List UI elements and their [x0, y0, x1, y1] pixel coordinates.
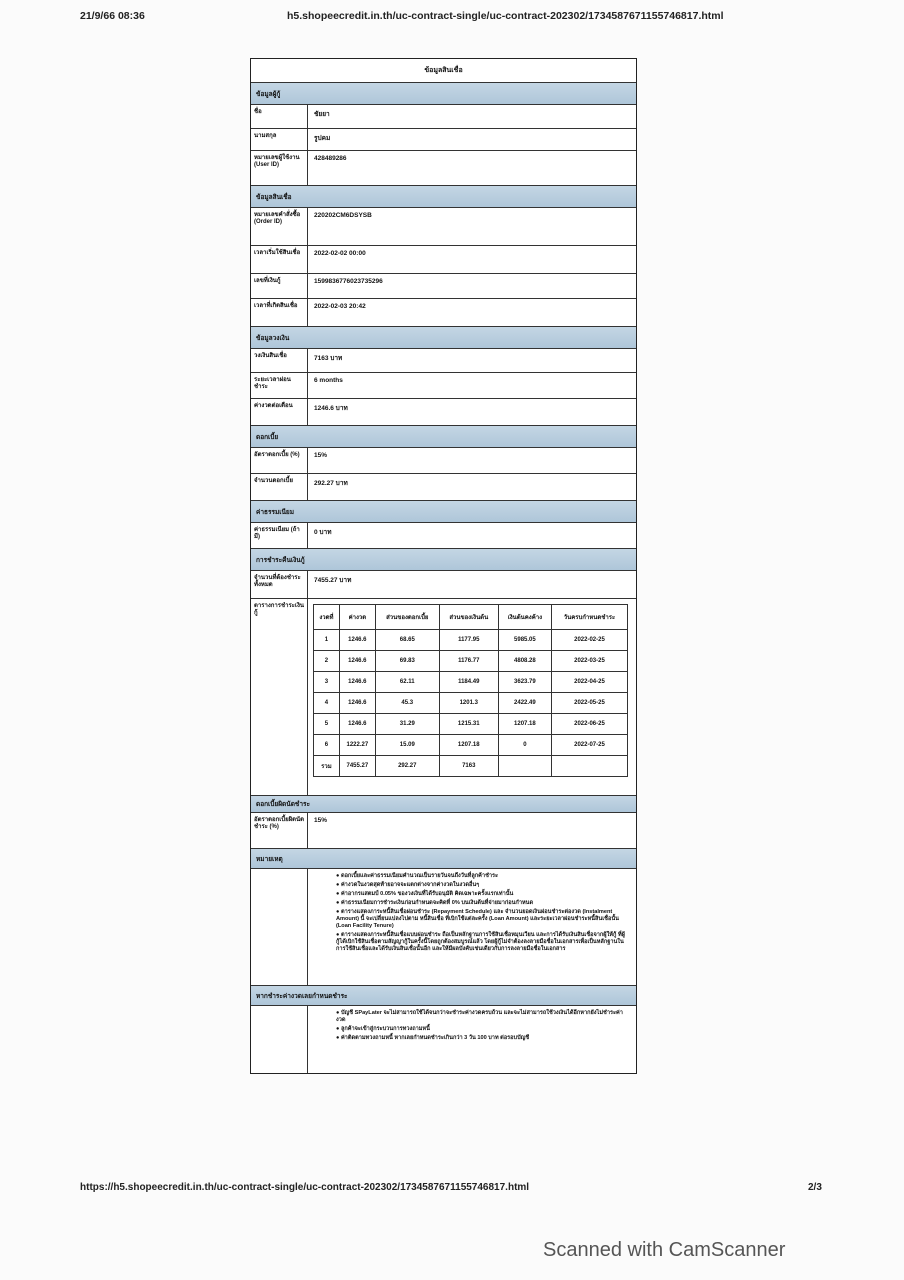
field-row — [251, 599, 636, 796]
schedule-header: งวดที่ — [314, 605, 340, 630]
schedule-cell: 1176.77 — [439, 651, 498, 672]
schedule-cell: 2022-04-25 — [551, 672, 627, 693]
field-row — [251, 399, 636, 426]
schedule-cell: 4808.28 — [498, 651, 551, 672]
schedule-cell: 1246.6 — [339, 651, 375, 672]
field-value-cell — [308, 813, 636, 848]
field-row — [251, 349, 636, 373]
schedule-cell: 1184.49 — [439, 672, 498, 693]
field-row — [251, 129, 636, 151]
field-row — [251, 813, 636, 849]
field-value-cell — [308, 399, 636, 425]
schedule-cell: รวม — [314, 756, 340, 777]
field-label — [251, 869, 308, 985]
schedule-cell: 2022-03-25 — [551, 651, 627, 672]
field-value-cell — [308, 571, 636, 598]
schedule-header: ส่วนของเงินต้น — [439, 605, 498, 630]
schedule-cell: 4 — [314, 693, 340, 714]
field-value: 6 months — [314, 377, 343, 384]
schedule-cell: 2022-02-25 — [551, 630, 627, 651]
schedule-row — [314, 693, 628, 714]
field-value: 2022-02-03 20:42 — [314, 303, 366, 310]
schedule-cell: 1246.6 — [339, 672, 375, 693]
schedule-cell: 7163 — [439, 756, 498, 777]
note-item: ● ค่าธรรมเนียมการชำระเงินก่อนกำหนดจะคิดที่ 0% บนเงินต้นที่จ่ายมาก่อนกำหนด — [336, 900, 628, 907]
field-row — [251, 208, 636, 246]
section-header: ดอกเบี้ยผิดนัดชำระ — [251, 796, 636, 813]
schedule-row — [314, 756, 628, 777]
field-value: รูปคม — [314, 135, 331, 142]
schedule-header-row — [314, 605, 628, 630]
section-header: ข้อมูลวงเงิน — [251, 327, 636, 349]
page-number: 2/3 — [808, 1182, 822, 1193]
schedule-row — [314, 630, 628, 651]
print-datetime: 21/9/66 08:36 — [80, 10, 145, 22]
notes-list — [336, 873, 636, 953]
note-item: ● บัญชี SPayLater จะไม่สามารถใช้ได้จนกว่าจะชำระค่างวดครบถ้วน และจะไม่สามารถใช้วงเงินได้อีกหากยังไม่ชำระค่างวด — [336, 1010, 628, 1024]
schedule-cell: 1201.3 — [439, 693, 498, 714]
note-item: ● ค่าอากรแสตมป์ 0.05% ของวงเงินที่ได้รับอนุมัติ คิดเฉพาะครั้งแรกเท่านั้น — [336, 891, 628, 898]
section-header: ข้อมูลสินเชื่อ — [251, 186, 636, 208]
field-row — [251, 299, 636, 327]
schedule-cell: 3 — [314, 672, 340, 693]
print-url: h5.shopeecredit.in.th/uc-contract-single/uc-contract-202302/1734587671155746817.html — [287, 10, 724, 22]
schedule-cell: 0 — [498, 735, 551, 756]
schedule-row — [314, 672, 628, 693]
note-item: ● ตารางแสดงภาระหนี้สินเชื่อผ่อนชำระ (Repayment Schedule) และ จำนวนยอดเงินผ่อนชำระต่องวด (Instalment Amount) นี้ จะเปลี่ยนแปลงไปตาม หนี้สินเชื่อ ที่เบิกใช้แต่ละครั้ง (Loan Amount) และระยะเวลาผ่อนชำระหนี้สินเชื่อนั้น (Loan Facility Tenure) — [336, 909, 628, 930]
field-label: อัตราดอกเบี้ยผิดนัดชำระ (%) — [251, 813, 308, 848]
field-value-cell — [308, 208, 636, 245]
repayment-schedule-table — [313, 604, 628, 777]
field-label: เลขที่เงินกู้ — [251, 274, 308, 298]
camscanner-watermark: Scanned with CamScanner — [543, 1239, 786, 1261]
section-header: ค่าธรรมเนียม — [251, 501, 636, 523]
field-row — [251, 474, 636, 501]
schedule-cell: 2422.49 — [498, 693, 551, 714]
loan-info-table — [250, 58, 637, 1074]
schedule-cell: 2 — [314, 651, 340, 672]
field-label: จำนวนดอกเบี้ย — [251, 474, 308, 500]
field-row — [251, 373, 636, 399]
schedule-cell — [551, 756, 627, 777]
field-value: 292.27 บาท — [314, 480, 348, 487]
schedule-cell: 1 — [314, 630, 340, 651]
schedule-cell: 15.09 — [375, 735, 439, 756]
field-value-cell — [308, 274, 636, 298]
schedule-cell: 7455.27 — [339, 756, 375, 777]
note-item: ● ค่างวดในงวดสุดท้ายอาจจะแตกต่างจากค่างวดในงวดอื่นๆ — [336, 882, 628, 889]
schedule-cell: 68.65 — [375, 630, 439, 651]
field-value-cell — [308, 129, 636, 150]
document-title: ข้อมูลสินเชื่อ — [251, 59, 636, 83]
field-value: 7455.27 บาท — [314, 577, 352, 584]
field-value: 0 บาท — [314, 529, 332, 536]
field-value: ชัยยา — [314, 111, 330, 118]
field-row — [251, 1006, 636, 1073]
schedule-cell: 1246.6 — [339, 630, 375, 651]
note-item: ● ลูกค้าจะเข้าสู่กระบวนการทวงถามหนี้ — [336, 1026, 628, 1033]
section-header: การชำระคืนเงินกู้ — [251, 549, 636, 571]
field-value-cell — [308, 869, 636, 985]
schedule-cell: 2022-06-25 — [551, 714, 627, 735]
field-value-cell — [308, 151, 636, 185]
field-row — [251, 246, 636, 274]
schedule-header: ส่วนของดอกเบี้ย — [375, 605, 439, 630]
field-value: 220202CM6DSYSB — [314, 212, 372, 219]
schedule-header: เงินต้นคงค้าง — [498, 605, 551, 630]
field-label: ค่าธรรมเนียม (ถ้ามี) — [251, 523, 308, 548]
field-value-cell — [308, 599, 636, 795]
field-row — [251, 105, 636, 129]
field-label — [251, 1006, 308, 1073]
field-value: 428489286 — [314, 155, 347, 162]
section-header: ดอกเบี้ย — [251, 426, 636, 448]
field-value-cell — [308, 523, 636, 548]
field-value-cell — [308, 349, 636, 372]
field-value: 1599836776023735296 — [314, 278, 383, 285]
field-row — [251, 274, 636, 299]
footer-url: https://h5.shopeecredit.in.th/uc-contract-single/uc-contract-202302/1734587671155746817.html — [80, 1182, 530, 1193]
field-label: วงเงินสินเชื่อ — [251, 349, 308, 372]
field-label: เวลาที่เกิดสินเชื่อ — [251, 299, 308, 326]
field-label: เวลาเริ่มใช้สินเชื่อ — [251, 246, 308, 273]
field-value: 15% — [314, 817, 328, 824]
schedule-cell: 1207.18 — [498, 714, 551, 735]
schedule-cell: 62.11 — [375, 672, 439, 693]
schedule-cell: 1222.27 — [339, 735, 375, 756]
schedule-cell: 3623.79 — [498, 672, 551, 693]
schedule-cell: 6 — [314, 735, 340, 756]
field-value-cell — [308, 373, 636, 398]
schedule-cell: 1215.31 — [439, 714, 498, 735]
schedule-cell: 2022-07-25 — [551, 735, 627, 756]
field-label: ชื่อ — [251, 105, 308, 128]
field-row — [251, 571, 636, 599]
schedule-cell: 1177.95 — [439, 630, 498, 651]
schedule-header: วันครบกำหนดชำระ — [551, 605, 627, 630]
field-row — [251, 448, 636, 474]
field-value-cell — [308, 448, 636, 473]
note-item: ● ตารางแสดงภาระหนี้สินเชื่อแบบผ่อนชำระ ถือเป็นหลักฐานการใช้สินเชื่อหมุนเวียน และการได้รับเงินสินเชื่อจากผู้ให้กู้ ที่ผู้กู้ได้เบิกใช้สินเชื่อตามสัญญากู้ในครั้งนี้โดยถูกต้องสมบูรณ์แล้ว โดยผู้กู้ไม่จำต้องลงลายมือชื่อในเอกสารเพื่อเป็นหลักฐานในการใช้สินเชื่อและได้รับเงินสินเชื่อนั้นอีก และให้มีผลบังคับเช่นเดียวกับการลงลายมือชื่อในเอกสาร — [336, 932, 628, 953]
field-row — [251, 523, 636, 549]
field-label: ค่างวดต่อเดือน — [251, 399, 308, 425]
field-value-cell — [308, 105, 636, 128]
schedule-cell: 31.29 — [375, 714, 439, 735]
field-label: หมายเลขคำสั่งซื้อ (Order ID) — [251, 208, 308, 245]
schedule-header: ค่างวด — [339, 605, 375, 630]
field-label: จำนวนที่ต้องชำระทั้งหมด — [251, 571, 308, 598]
field-label: อัตราดอกเบี้ย (%) — [251, 448, 308, 473]
schedule-cell: 45.3 — [375, 693, 439, 714]
field-value: 15% — [314, 452, 328, 459]
field-value: 7163 บาท — [314, 355, 343, 362]
field-value: 1246.6 บาท — [314, 405, 348, 412]
note-item: ● ดอกเบี้ยและค่าธรรมเนียมคำนวณเป็นรายวันจนถึงวันที่ลูกค้าชำระ — [336, 873, 628, 880]
section-header: หมายเหตุ — [251, 849, 636, 869]
field-label: หมายเลขผู้ใช้งาน (User ID) — [251, 151, 308, 185]
schedule-cell: 1207.18 — [439, 735, 498, 756]
field-value-cell — [308, 474, 636, 500]
field-value-cell — [308, 246, 636, 273]
schedule-row — [314, 735, 628, 756]
schedule-cell: 1246.6 — [339, 693, 375, 714]
field-row — [251, 869, 636, 986]
note-item: ● ค่าติดตามทวงถามหนี้ หากเลยกำหนดชำระเกินกว่า 3 วัน 100 บาท ต่อรอบบัญชี — [336, 1035, 628, 1042]
schedule-cell: 1246.6 — [339, 714, 375, 735]
field-value-cell — [308, 299, 636, 326]
field-value-cell — [308, 1006, 636, 1073]
schedule-row — [314, 714, 628, 735]
field-label: ตารางการชำระเงินกู้ — [251, 599, 308, 795]
schedule-row — [314, 651, 628, 672]
field-row — [251, 151, 636, 186]
field-label: นามสกุล — [251, 129, 308, 150]
field-value: 2022-02-02 00:00 — [314, 250, 366, 257]
schedule-cell — [498, 756, 551, 777]
schedule-cell: 2022-05-25 — [551, 693, 627, 714]
field-label: ระยะเวลาผ่อนชำระ — [251, 373, 308, 398]
section-header: หากชำระค่างวดเลยกำหนดชำระ — [251, 986, 636, 1006]
late-payment-list — [336, 1010, 636, 1042]
section-header: ข้อมูลผู้กู้ — [251, 83, 636, 105]
schedule-cell: 5 — [314, 714, 340, 735]
schedule-cell: 292.27 — [375, 756, 439, 777]
schedule-cell: 69.83 — [375, 651, 439, 672]
schedule-cell: 5985.05 — [498, 630, 551, 651]
